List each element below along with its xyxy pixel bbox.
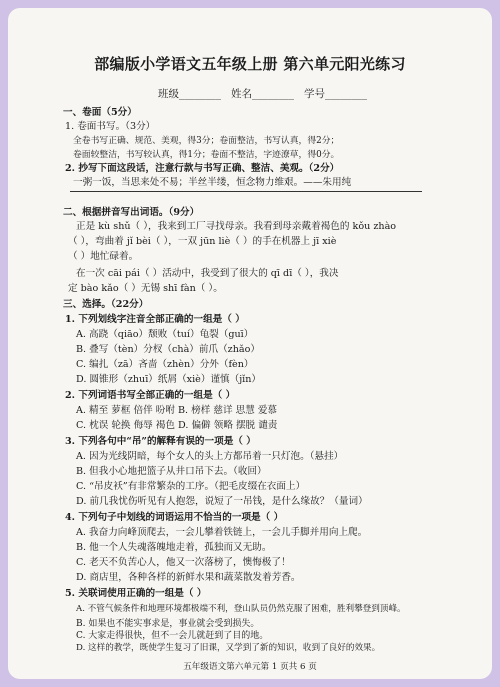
number-field: 学号________ [304,88,368,100]
option-d: D. 商店里，各种各样的新鲜水果和蔬菜散发着芳香。 [76,572,301,583]
section-heading: 一、卷面（5分） [63,107,137,118]
option-a: A. 不管气候条件和地理环境都极端不利，登山队员仍然克服了困难，胜利攀登到顶峰。 [76,604,406,614]
exam-sheet [8,8,492,679]
question-text: 全卷书写正确、规范、美观，得3分；卷面整洁，书写认真，得2分； [73,136,340,146]
writing-line [70,191,422,192]
question-text: 卷面较整洁，书写较认真，得1分；卷面不整洁，字迹潦草，得0分。 [73,150,340,160]
page-title: 部编版小学语文五年级上册 第六单元阳光练习 [94,55,406,73]
question-text: 1. 卷面书写。（3分） [65,121,156,132]
pinyin-line: （ ）地忙碌着。 [68,251,139,262]
copy-passage: 一粥一饭，当思来处不易；半丝半缕，恒念物力维艰。——朱用纯 [73,177,352,188]
question-text: 2. 抄写下面这段话，注意行款与书写正确、整洁、美观。（2分） [65,163,340,174]
option-a: A. 高跷（qiāo）颓败（tuí）龟裂（guī） [76,329,254,340]
option-b: B. 如果也不能实事求是，事业就会受到损失。 [76,619,260,629]
option-d: D. 前几我忧伤听见有人抱怨，说短了一吊钱，是什么缘故？（量词） [76,496,368,507]
option-a: A. 我奋力向峰顶爬去，一会儿攀着铁链上，一会儿手脚并用向上爬。 [76,527,368,538]
pinyin-line: 正是 kù shǔ（ ），我来到工厂寻找母亲。我看到母亲戴着褐色的 kǒu zhào [76,221,397,232]
option-b: B. 但我小心地把篮子从井口吊下去。（收回） [76,466,267,477]
option-b: B. 他一个人失魂落魄地走着，孤独而又无助。 [76,542,272,553]
option-d: D. 这样的教学，既使学生复习了旧课，又学到了新的知识，收到了良好的效果。 [76,643,381,653]
page-footer: 五年级语文第六单元第 1 页共 6 页 [183,662,317,672]
name-field: 姓名________ [231,88,295,100]
option-cd: C. 枕误 轮换 侮辱 褐色 D. 偏僻 领略 摆脱 谴责 [76,420,278,431]
pinyin-line: 在一次 cāi pái（ ）活动中，我受到了很大的 qī dī（ ），我决 [76,268,339,279]
question-text: 2. 下列词语书写全部正确的一组是（ ） [65,390,236,401]
section-heading: 二、根据拼音写出词语。（9分） [63,207,200,218]
option-b: B. 叠写（tèn）分杈（chà）前爪（zhǎo） [76,344,260,355]
option-c: C. 编扎（zā）吝啬（zhèn）分外（fèn） [76,359,254,370]
option-ab: A. 精至 萝框 倍伴 吩咐 B. 榜样 慈详 思慧 爱慕 [76,405,278,416]
student-info [158,88,367,100]
option-c: C. 大家走得很快，但不一会儿就赶到了目的地。 [76,631,269,641]
question-text: 1. 下列划线字注音全部正确的一组是（ ） [65,314,245,325]
question-text: 3. 下列各句中“吊”的解释有误的一项是（ ） [65,436,256,447]
option-d: D. 圆锥形（zhuī）纸屑（xiè）谨慎（jǐn） [76,374,262,385]
pinyin-line: 定 bào kǎo（ ）无锡 shī fàn（ ）。 [68,283,223,294]
option-c: C. 老天不负苦心人，他又一次落榜了，懊悔极了！ [76,557,291,568]
pinyin-line: （ ），弯曲着 jǐ bèi（ ），一双 jūn liè（ ）的手在机器上 jī xiè [68,236,337,247]
option-c: C. “吊皮袄”有非常繁杂的工序。（把毛皮缀在衣面上） [76,481,306,492]
class-field: 班级________ [158,88,221,100]
section-heading: 三、选择。（22分） [63,299,149,310]
question-text: 5. 关联词使用正确的一组是（ ） [65,588,207,599]
option-a: A. 因为光线阴暗，每个女人的头上方都吊着一只灯泡。（悬挂） [76,451,344,462]
question-text: 4. 下列句子中划线的词语运用不恰当的一项是（ ） [65,512,284,523]
